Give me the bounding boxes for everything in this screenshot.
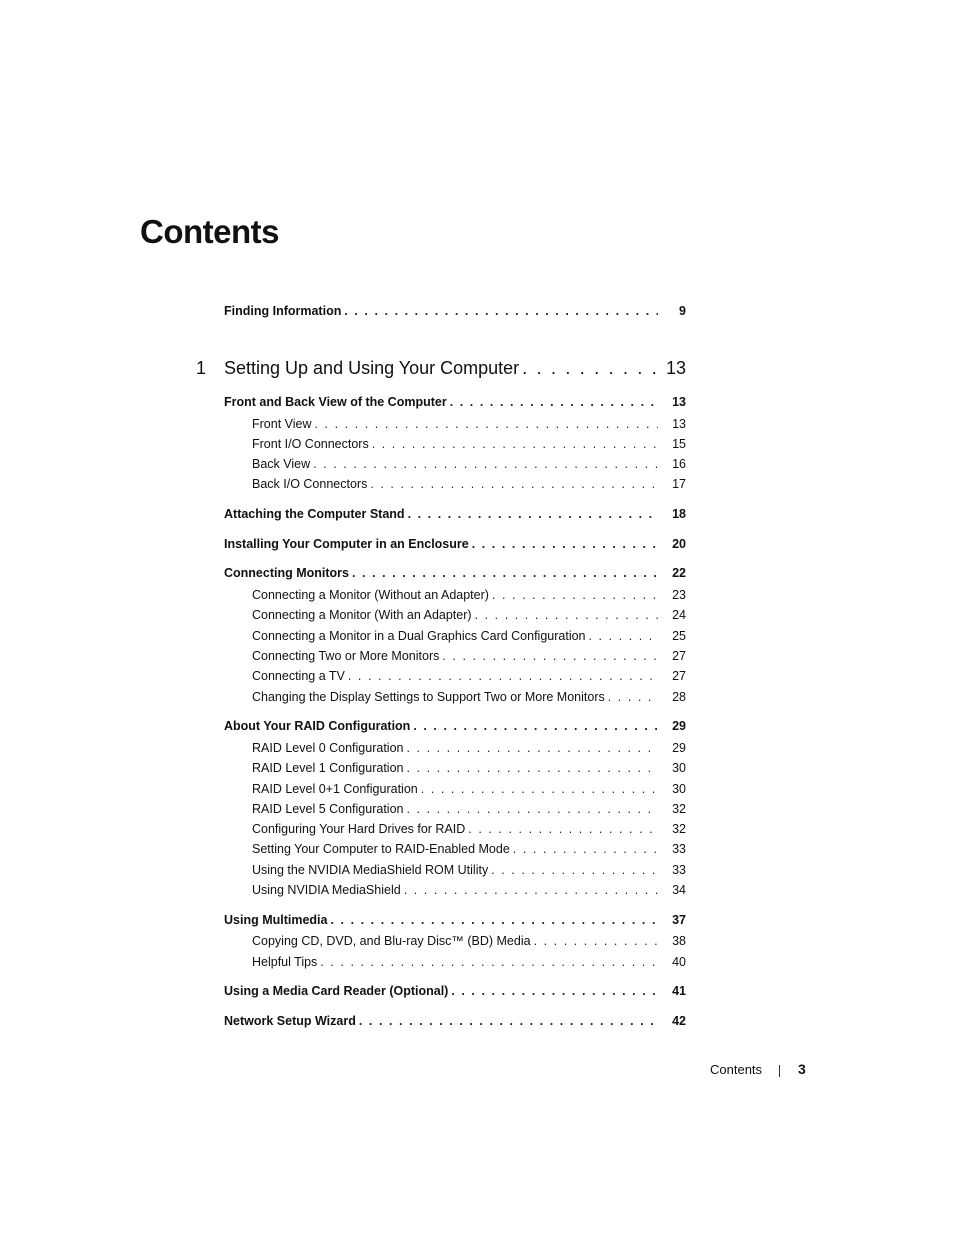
toc-subsection[interactable] — [252, 629, 686, 643]
toc-subsection[interactable] — [252, 669, 686, 683]
dot-leader — [472, 537, 658, 551]
toc-entry-label: Using NVIDIA MediaShield — [252, 883, 401, 897]
toc-section[interactable] — [224, 984, 686, 998]
toc-entry-page: 29 — [672, 719, 686, 733]
toc-entry-page: 24 — [672, 608, 686, 622]
dot-leader — [421, 782, 658, 796]
toc-entry-page: 33 — [672, 842, 686, 856]
toc-subsection[interactable] — [252, 741, 686, 755]
dot-leader — [404, 883, 658, 897]
dot-leader — [359, 1014, 658, 1028]
toc-entry-page: 37 — [672, 913, 686, 927]
chapter-page: 13 — [665, 358, 686, 378]
toc-subsection[interactable] — [252, 649, 686, 663]
toc-entry-page: 28 — [672, 690, 686, 704]
dot-leader — [534, 934, 658, 948]
toc-subsection[interactable] — [252, 477, 686, 491]
toc-entry-label: RAID Level 0+1 Configuration — [252, 782, 418, 796]
dot-leader — [450, 395, 658, 409]
dot-leader — [475, 608, 658, 622]
toc-entry-label: Helpful Tips — [252, 955, 318, 969]
toc-chapter[interactable] — [196, 358, 686, 379]
toc-entry-label: Connecting a Monitor (With an Adapter) — [252, 608, 472, 622]
toc-subsection[interactable] — [252, 437, 686, 451]
chapter-number: 1 — [196, 358, 207, 378]
dot-leader — [522, 358, 660, 379]
toc-entry-page: 29 — [672, 741, 686, 755]
toc-entry-page: 13 — [672, 395, 686, 409]
toc-entry-page: 42 — [672, 1014, 686, 1028]
toc-subsection[interactable] — [252, 608, 686, 622]
toc-entry-page: 33 — [672, 863, 686, 877]
toc-entry-label: Installing Your Computer in an Enclosure — [224, 537, 469, 551]
dot-leader — [608, 690, 658, 704]
page-title: Contents — [140, 213, 279, 250]
dot-leader — [406, 741, 658, 755]
toc-entry-page: 30 — [672, 761, 686, 775]
toc-entry-label: Configuring Your Hard Drives for RAID — [252, 822, 466, 836]
toc-subsection[interactable] — [252, 863, 686, 877]
toc-entry-label: Connecting a Monitor (Without an Adapter) — [252, 588, 489, 602]
toc-entry-label: Back View — [252, 457, 311, 471]
toc-entry-label: Using a Media Card Reader (Optional) — [224, 984, 449, 998]
toc-section[interactable] — [224, 913, 686, 927]
dot-leader — [313, 457, 658, 471]
dot-leader — [348, 669, 658, 683]
toc-entry-page: 41 — [672, 984, 686, 998]
toc-entry-page: 30 — [672, 782, 686, 796]
dot-leader — [320, 955, 658, 969]
toc-entry[interactable] — [224, 304, 686, 318]
toc-entry-label: Setting Your Computer to RAID-Enabled Mode — [252, 842, 510, 856]
toc-entry-label: Front View — [252, 417, 312, 431]
toc-entry-label: Finding Information — [224, 304, 342, 318]
toc-section[interactable] — [224, 719, 686, 733]
toc-section[interactable] — [224, 566, 686, 580]
toc-subsection[interactable] — [252, 690, 686, 704]
toc-section[interactable] — [224, 395, 686, 409]
toc-entry-page: 25 — [672, 629, 686, 643]
toc-entry-page: 18 — [672, 507, 686, 521]
dot-leader — [330, 913, 658, 927]
dot-leader — [352, 566, 658, 580]
toc-entry-label: Using Multimedia — [224, 913, 328, 927]
dot-leader — [589, 629, 658, 643]
toc-section[interactable] — [224, 1014, 686, 1028]
toc-entry-page: 38 — [672, 934, 686, 948]
toc-entry-page: 23 — [672, 588, 686, 602]
toc-entry-page: 27 — [672, 649, 686, 663]
toc-subsection[interactable] — [252, 417, 686, 431]
dot-leader — [513, 842, 658, 856]
toc-entry-label: Network Setup Wizard — [224, 1014, 356, 1028]
toc-entry-page: 16 — [672, 457, 686, 471]
toc-entry-page: 34 — [672, 883, 686, 897]
toc-subsection[interactable] — [252, 955, 686, 969]
toc-entry-page: 32 — [672, 802, 686, 816]
toc-entry-label: Copying CD, DVD, and Blu-ray Disc™ (BD) Media — [252, 934, 531, 948]
toc-subsection[interactable] — [252, 883, 686, 897]
dot-leader — [413, 719, 658, 733]
toc-subsection[interactable] — [252, 934, 686, 948]
toc-entry-page: 40 — [672, 955, 686, 969]
toc-subsection[interactable] — [252, 802, 686, 816]
toc-entry-label: Front and Back View of the Computer — [224, 395, 447, 409]
dot-leader — [406, 802, 658, 816]
toc-entry-page: 17 — [672, 477, 686, 491]
toc-entry-page: 13 — [672, 417, 686, 431]
chapter-title: Setting Up and Using Your Computer — [224, 358, 520, 378]
dot-leader — [315, 417, 658, 431]
toc-entry-page: 27 — [672, 669, 686, 683]
dot-leader — [468, 822, 658, 836]
toc-entry-label: RAID Level 5 Configuration — [252, 802, 404, 816]
toc-entry-label: About Your RAID Configuration — [224, 719, 411, 733]
toc-subsection[interactable] — [252, 842, 686, 856]
toc-entry-label: Connecting a TV — [252, 669, 345, 683]
toc-entry-label: Connecting a Monitor in a Dual Graphics Card Configuration — [252, 629, 586, 643]
toc-entry-label: Changing the Display Settings to Support Two or More Monitors — [252, 690, 605, 704]
toc-entry-label: Back I/O Connectors — [252, 477, 368, 491]
toc-section[interactable] — [224, 537, 686, 551]
dot-leader — [408, 507, 658, 521]
toc-entry-label: Attaching the Computer Stand — [224, 507, 405, 521]
dot-leader — [492, 588, 658, 602]
toc-subsection[interactable] — [252, 761, 686, 775]
footer-divider — [779, 1065, 780, 1077]
toc-entry-label: Connecting Two or More Monitors — [252, 649, 440, 663]
toc-subsection[interactable] — [252, 822, 686, 836]
toc-subsection[interactable] — [252, 457, 686, 471]
toc-entry-page: 20 — [672, 537, 686, 551]
footer-section-label: Contents — [710, 1062, 763, 1077]
dot-leader — [491, 863, 658, 877]
dot-leader — [442, 649, 658, 663]
toc-entry-page: 15 — [672, 437, 686, 451]
toc-entry-page: 22 — [672, 566, 686, 580]
toc-entry-page: 32 — [672, 822, 686, 836]
toc-entry-label: Using the NVIDIA MediaShield ROM Utility — [252, 863, 489, 877]
dot-leader — [370, 477, 658, 491]
toc-entry-label: Connecting Monitors — [224, 566, 349, 580]
toc-section[interactable] — [224, 507, 686, 521]
toc-subsection[interactable] — [252, 588, 686, 602]
toc-entry-page: 9 — [679, 304, 686, 318]
toc-entry-label: RAID Level 0 Configuration — [252, 741, 404, 755]
toc-entry-label: Front I/O Connectors — [252, 437, 369, 451]
dot-leader — [372, 437, 658, 451]
dot-leader — [344, 304, 658, 318]
footer-page-number: 3 — [798, 1061, 806, 1077]
toc-subsection[interactable] — [252, 782, 686, 796]
toc-entry-label: RAID Level 1 Configuration — [252, 761, 404, 775]
dot-leader — [406, 761, 658, 775]
dot-leader — [451, 984, 658, 998]
